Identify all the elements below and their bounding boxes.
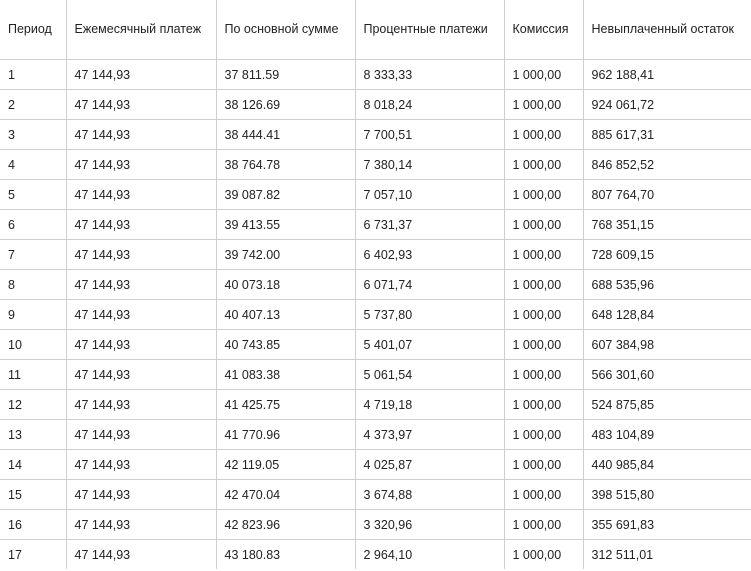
period-cell: 14 <box>0 450 66 480</box>
table-row <box>0 270 751 300</box>
table-row <box>0 180 751 210</box>
monthly-payment-cell: 47 144,93 <box>66 390 216 420</box>
period-cell: 1 <box>0 60 66 90</box>
interest-cell: 5 737,80 <box>355 300 504 330</box>
period-cell: 13 <box>0 420 66 450</box>
commission-cell: 1 000,00 <box>504 270 583 300</box>
period-cell: 4 <box>0 150 66 180</box>
interest-cell: 8 018,24 <box>355 90 504 120</box>
interest-cell: 6 071,74 <box>355 270 504 300</box>
principal-cell: 40 073.18 <box>216 270 355 300</box>
remaining-balance-cell: 440 985,84 <box>583 450 751 480</box>
interest-cell: 3 674,88 <box>355 480 504 510</box>
remaining-balance-cell: 768 351,15 <box>583 210 751 240</box>
column-header-commission: Комиссия <box>504 0 583 60</box>
monthly-payment-cell: 47 144,93 <box>66 540 216 570</box>
principal-cell: 40 743.85 <box>216 330 355 360</box>
principal-cell: 38 444.41 <box>216 120 355 150</box>
period-cell: 15 <box>0 480 66 510</box>
monthly-payment-cell: 47 144,93 <box>66 90 216 120</box>
commission-cell: 1 000,00 <box>504 510 583 540</box>
remaining-balance-cell: 355 691,83 <box>583 510 751 540</box>
period-cell: 2 <box>0 90 66 120</box>
table-row <box>0 540 751 570</box>
interest-cell: 6 402,93 <box>355 240 504 270</box>
period-cell: 12 <box>0 390 66 420</box>
commission-cell: 1 000,00 <box>504 420 583 450</box>
principal-cell: 37 811.59 <box>216 60 355 90</box>
interest-cell: 7 057,10 <box>355 180 504 210</box>
principal-cell: 42 470.04 <box>216 480 355 510</box>
monthly-payment-cell: 47 144,93 <box>66 210 216 240</box>
column-header-principal: По основной сумме <box>216 0 355 60</box>
column-header-monthly-payment: Ежемесячный платеж <box>66 0 216 60</box>
table-row <box>0 360 751 390</box>
interest-cell: 4 373,97 <box>355 420 504 450</box>
interest-cell: 3 320,96 <box>355 510 504 540</box>
table-row <box>0 420 751 450</box>
table-body <box>0 60 751 570</box>
commission-cell: 1 000,00 <box>504 480 583 510</box>
interest-cell: 4 719,18 <box>355 390 504 420</box>
commission-cell: 1 000,00 <box>504 180 583 210</box>
remaining-balance-cell: 398 515,80 <box>583 480 751 510</box>
column-header-interest: Процентные платежи <box>355 0 504 60</box>
interest-cell: 4 025,87 <box>355 450 504 480</box>
principal-cell: 41 425.75 <box>216 390 355 420</box>
table-row <box>0 210 751 240</box>
period-cell: 9 <box>0 300 66 330</box>
header-row <box>0 0 751 60</box>
principal-cell: 39 087.82 <box>216 180 355 210</box>
interest-cell: 5 061,54 <box>355 360 504 390</box>
remaining-balance-cell: 524 875,85 <box>583 390 751 420</box>
principal-cell: 38 764.78 <box>216 150 355 180</box>
interest-cell: 7 700,51 <box>355 120 504 150</box>
period-cell: 16 <box>0 510 66 540</box>
period-cell: 6 <box>0 210 66 240</box>
monthly-payment-cell: 47 144,93 <box>66 150 216 180</box>
table-row <box>0 90 751 120</box>
commission-cell: 1 000,00 <box>504 150 583 180</box>
period-cell: 17 <box>0 540 66 570</box>
commission-cell: 1 000,00 <box>504 540 583 570</box>
remaining-balance-cell: 566 301,60 <box>583 360 751 390</box>
interest-cell: 7 380,14 <box>355 150 504 180</box>
remaining-balance-cell: 728 609,15 <box>583 240 751 270</box>
commission-cell: 1 000,00 <box>504 390 583 420</box>
period-cell: 8 <box>0 270 66 300</box>
interest-cell: 8 333,33 <box>355 60 504 90</box>
remaining-balance-cell: 607 384,98 <box>583 330 751 360</box>
period-cell: 10 <box>0 330 66 360</box>
monthly-payment-cell: 47 144,93 <box>66 300 216 330</box>
remaining-balance-cell: 924 061,72 <box>583 90 751 120</box>
table-row <box>0 300 751 330</box>
column-header-remaining-balance: Невыплаченный остаток <box>583 0 751 60</box>
monthly-payment-cell: 47 144,93 <box>66 480 216 510</box>
table-header <box>0 0 751 60</box>
monthly-payment-cell: 47 144,93 <box>66 510 216 540</box>
remaining-balance-cell: 846 852,52 <box>583 150 751 180</box>
table-row <box>0 120 751 150</box>
principal-cell: 41 083.38 <box>216 360 355 390</box>
principal-cell: 41 770.96 <box>216 420 355 450</box>
remaining-balance-cell: 688 535,96 <box>583 270 751 300</box>
table-row <box>0 510 751 540</box>
remaining-balance-cell: 962 188,41 <box>583 60 751 90</box>
remaining-balance-cell: 312 511,01 <box>583 540 751 570</box>
principal-cell: 43 180.83 <box>216 540 355 570</box>
commission-cell: 1 000,00 <box>504 90 583 120</box>
monthly-payment-cell: 47 144,93 <box>66 120 216 150</box>
table-row <box>0 240 751 270</box>
commission-cell: 1 000,00 <box>504 360 583 390</box>
principal-cell: 40 407.13 <box>216 300 355 330</box>
monthly-payment-cell: 47 144,93 <box>66 450 216 480</box>
monthly-payment-cell: 47 144,93 <box>66 270 216 300</box>
remaining-balance-cell: 885 617,31 <box>583 120 751 150</box>
principal-cell: 42 119.05 <box>216 450 355 480</box>
principal-cell: 39 742.00 <box>216 240 355 270</box>
principal-cell: 42 823.96 <box>216 510 355 540</box>
interest-cell: 6 731,37 <box>355 210 504 240</box>
monthly-payment-cell: 47 144,93 <box>66 330 216 360</box>
commission-cell: 1 000,00 <box>504 210 583 240</box>
column-header-period: Период <box>0 0 66 60</box>
commission-cell: 1 000,00 <box>504 330 583 360</box>
interest-cell: 5 401,07 <box>355 330 504 360</box>
remaining-balance-cell: 807 764,70 <box>583 180 751 210</box>
principal-cell: 39 413.55 <box>216 210 355 240</box>
monthly-payment-cell: 47 144,93 <box>66 240 216 270</box>
period-cell: 5 <box>0 180 66 210</box>
monthly-payment-cell: 47 144,93 <box>66 360 216 390</box>
commission-cell: 1 000,00 <box>504 300 583 330</box>
period-cell: 7 <box>0 240 66 270</box>
commission-cell: 1 000,00 <box>504 240 583 270</box>
table-row <box>0 390 751 420</box>
table-row <box>0 330 751 360</box>
monthly-payment-cell: 47 144,93 <box>66 420 216 450</box>
commission-cell: 1 000,00 <box>504 120 583 150</box>
remaining-balance-cell: 483 104,89 <box>583 420 751 450</box>
interest-cell: 2 964,10 <box>355 540 504 570</box>
table-row <box>0 450 751 480</box>
period-cell: 3 <box>0 120 66 150</box>
principal-cell: 38 126.69 <box>216 90 355 120</box>
table-row <box>0 60 751 90</box>
table-row <box>0 150 751 180</box>
monthly-payment-cell: 47 144,93 <box>66 60 216 90</box>
table-row <box>0 480 751 510</box>
remaining-balance-cell: 648 128,84 <box>583 300 751 330</box>
monthly-payment-cell: 47 144,93 <box>66 180 216 210</box>
commission-cell: 1 000,00 <box>504 60 583 90</box>
period-cell: 11 <box>0 360 66 390</box>
commission-cell: 1 000,00 <box>504 450 583 480</box>
